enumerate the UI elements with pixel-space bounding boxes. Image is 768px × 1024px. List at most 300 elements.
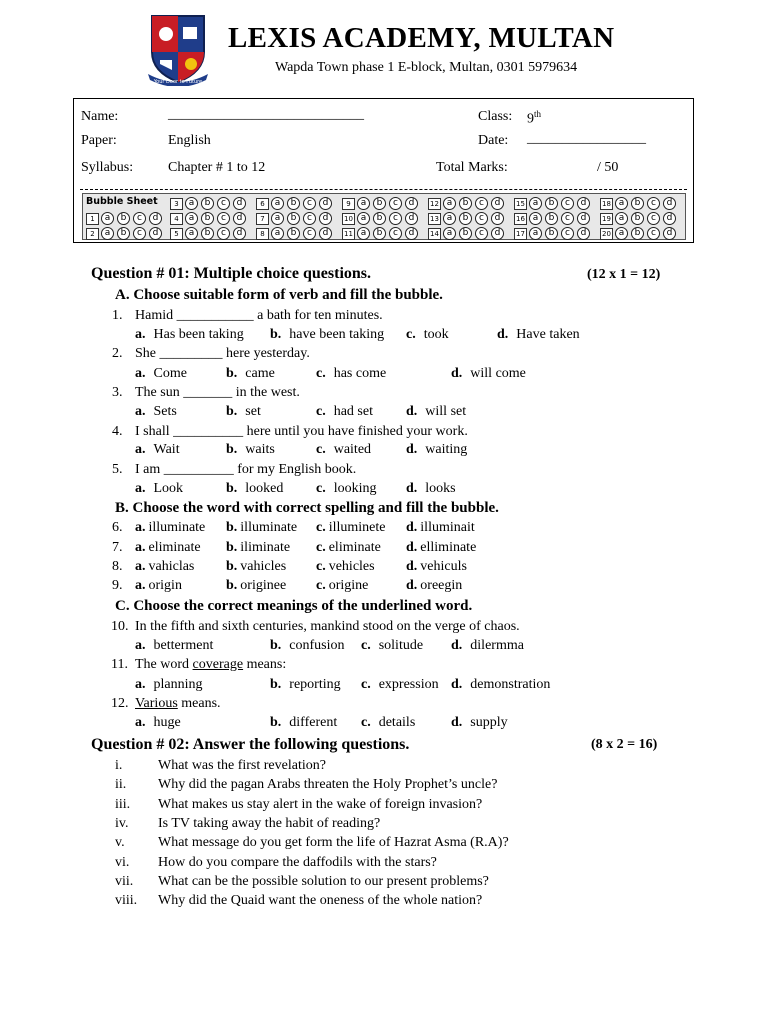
option-b[interactable] (270, 677, 341, 693)
question-text: Hamid ___________ a bath for ten minutes. (135, 308, 383, 323)
question-text: The sun _______ in the west. (135, 385, 300, 400)
question-number: 10. (111, 619, 129, 634)
bubble-option-c[interactable]: c (475, 212, 488, 225)
bubble-option-a[interactable]: a (271, 212, 284, 225)
q1-section-a: A. Choose suitable form of verb and fill the bubble. (115, 287, 443, 303)
bubble-question-number: 9 (342, 198, 355, 210)
bubble-option-c[interactable]: c (647, 197, 660, 210)
option-text: eliminate (148, 540, 201, 555)
bubble-option-d[interactable]: d (491, 227, 504, 240)
option-c[interactable] (316, 366, 386, 382)
bubble-sheet-label: Bubble Sheet (86, 196, 158, 207)
bubble-question-number: 18 (600, 198, 613, 210)
bubble-option-a[interactable]: a (443, 227, 456, 240)
option-letter: a. (135, 677, 146, 692)
question-number: 1. (112, 308, 123, 323)
bubble-question-number: 20 (600, 228, 613, 240)
name-field[interactable]: ____________________________ (168, 107, 364, 122)
bubble-question-number: 13 (428, 213, 441, 225)
bubble-question (86, 211, 172, 226)
bubble-option-b[interactable]: b (287, 227, 300, 240)
question-text-part: means. (177, 696, 221, 711)
option-text: vehicles (328, 559, 375, 574)
option-letter: d. (451, 638, 463, 653)
option-text: origin (148, 578, 182, 593)
question-number: 12. (111, 696, 129, 711)
option-d[interactable] (406, 520, 475, 536)
roman-numeral: viii. (115, 893, 138, 909)
option-text: dilermma (470, 638, 524, 653)
bubble-option-d[interactable]: d (319, 227, 332, 240)
option-c[interactable] (361, 677, 439, 693)
bubble-option-b[interactable]: b (545, 227, 558, 240)
short-question: Why did the pagan Arabs threaten the Holy Prophet’s uncle? (158, 777, 498, 793)
bubble-question-number: 7 (256, 213, 269, 225)
bubble-option-c[interactable]: c (217, 197, 230, 210)
bubble-option-b[interactable]: b (545, 212, 558, 225)
question-number: 4. (112, 424, 123, 439)
short-question: What message do you get form the life of Hazrat Asma (R.A)? (158, 835, 509, 851)
bubble-option-b[interactable]: b (201, 227, 214, 240)
option-letter: a. (135, 442, 146, 457)
roman-numeral: vi. (115, 854, 130, 870)
syllabus-value: Chapter # 1 to 12 (168, 160, 266, 175)
bubble-option-c[interactable]: c (561, 197, 574, 210)
option-letter: b. (226, 578, 238, 593)
option-text: has come (333, 366, 387, 381)
underlined-word: Various (135, 696, 178, 711)
option-b[interactable] (270, 638, 345, 654)
bubble-question (86, 226, 172, 241)
bubble-question-number: 1 (86, 213, 99, 225)
bubble-option-a[interactable]: a (529, 227, 542, 240)
option-c[interactable] (316, 442, 371, 458)
option-d[interactable] (406, 442, 467, 458)
option-b[interactable] (226, 559, 286, 575)
bubble-option-d[interactable]: d (405, 212, 418, 225)
bubble-option-d[interactable]: d (405, 197, 418, 210)
option-letter: d. (406, 520, 418, 535)
option-text: solitude (378, 638, 424, 653)
bubble-option-c[interactable]: c (475, 197, 488, 210)
option-c[interactable] (316, 481, 377, 497)
bubble-question-number: 16 (514, 213, 527, 225)
question-text (135, 657, 286, 673)
option-letter: b. (226, 442, 238, 457)
bubble-option-c[interactable]: c (389, 212, 402, 225)
option-text: waiting (425, 442, 468, 457)
option-c[interactable] (361, 715, 415, 731)
option-letter: c. (316, 481, 326, 496)
option-c[interactable] (316, 578, 368, 594)
bubble-question-number: 4 (170, 213, 183, 225)
question-number: 3. (112, 385, 123, 400)
bubble-option-c[interactable]: c (561, 227, 574, 240)
roman-numeral: vii. (115, 873, 134, 889)
option-b[interactable] (226, 520, 297, 536)
option-letter: d. (451, 715, 463, 730)
bubble-question-number: 10 (342, 213, 355, 225)
bubble-option-a[interactable]: a (615, 197, 628, 210)
question-text: In the fifth and sixth centuries, mankind stood on the verge of chaos. (135, 619, 520, 634)
bubble-question-number: 2 (86, 228, 99, 240)
bubble-question (428, 196, 514, 211)
bubble-option-a[interactable]: a (529, 212, 542, 225)
question-number: 9. (112, 578, 123, 593)
bubble-option-c[interactable]: c (217, 227, 230, 240)
total-marks-value: / 50 (597, 160, 619, 175)
bubble-question (342, 196, 428, 211)
roman-numeral: v. (115, 835, 125, 851)
option-letter: b. (226, 559, 238, 574)
bubble-option-d[interactable]: d (663, 212, 676, 225)
option-d[interactable] (451, 366, 526, 382)
bubble-question (170, 196, 256, 211)
option-letter: c. (361, 677, 371, 692)
option-text: illuminete (328, 520, 386, 535)
bubble-option-d[interactable]: d (233, 212, 246, 225)
option-text: supply (470, 715, 508, 730)
option-c[interactable] (316, 540, 381, 556)
option-text: origine (328, 578, 369, 593)
option-text: waits (245, 442, 275, 457)
short-question: What was the first revelation? (158, 758, 326, 773)
question-number: 6. (112, 520, 123, 535)
option-letter: d. (406, 559, 418, 574)
option-text: will come (470, 366, 526, 381)
option-text: confusion (289, 638, 345, 653)
bubble-question (600, 226, 686, 241)
divider (80, 189, 687, 190)
option-text: Come (153, 366, 187, 381)
bubble-option-d[interactable]: d (491, 212, 504, 225)
option-d[interactable] (497, 327, 580, 343)
option-text: will set (425, 404, 467, 419)
option-c[interactable] (361, 638, 423, 654)
bubble-question (514, 226, 600, 241)
option-text: Sets (153, 404, 177, 419)
q1-title: Question # 01: Multiple choice questions. (91, 265, 372, 282)
option-text: Has been taking (153, 327, 244, 342)
option-text: planning (153, 677, 203, 692)
bubble-option-b[interactable]: b (287, 212, 300, 225)
option-text: took (423, 327, 449, 342)
bubble-option-a[interactable]: a (185, 212, 198, 225)
bubble-option-d[interactable]: d (577, 197, 590, 210)
bubble-question (514, 196, 600, 211)
name-label: Name: (81, 109, 119, 124)
bubble-option-b[interactable]: b (117, 212, 130, 225)
bubble-option-a[interactable]: a (185, 227, 198, 240)
option-text: eliminate (328, 540, 381, 555)
bubble-question-number: 6 (256, 198, 269, 210)
bubble-question-number: 8 (256, 228, 269, 240)
option-a[interactable] (135, 520, 205, 536)
bubble-option-b[interactable]: b (373, 212, 386, 225)
option-letter: b. (226, 404, 238, 419)
option-letter: a. (135, 540, 146, 555)
bubble-option-a[interactable]: a (529, 197, 542, 210)
bubble-option-b[interactable]: b (631, 227, 644, 240)
q1-section-b: B. Choose the word with correct spelling and fill the bubble. (115, 500, 499, 516)
option-b[interactable] (226, 442, 275, 458)
bubble-option-b[interactable]: b (373, 197, 386, 210)
option-text: demonstration (470, 677, 551, 692)
option-b[interactable] (226, 540, 290, 556)
bubble-option-a[interactable]: a (271, 227, 284, 240)
option-d[interactable] (406, 578, 462, 594)
bubble-option-b[interactable]: b (117, 227, 130, 240)
option-a[interactable] (135, 404, 177, 420)
bubble-option-d[interactable]: d (405, 227, 418, 240)
option-d[interactable] (406, 404, 466, 420)
bubble-option-b[interactable]: b (545, 197, 558, 210)
bubble-option-c[interactable]: c (303, 197, 316, 210)
option-letter: c. (361, 715, 371, 730)
bubble-option-b[interactable]: b (459, 212, 472, 225)
syllabus-label: Syllabus: (81, 160, 134, 175)
class-value: 9th (527, 109, 542, 127)
short-question: How do you compare the daffodils with the stars? (158, 854, 437, 870)
option-a[interactable] (135, 540, 201, 556)
question-number: 11. (111, 657, 128, 672)
bubble-option-b[interactable]: b (201, 197, 214, 210)
option-text: reporting (289, 677, 341, 692)
option-d[interactable] (406, 481, 456, 497)
bubble-option-c[interactable]: c (389, 227, 402, 240)
option-letter: d. (406, 404, 418, 419)
option-b[interactable] (226, 578, 286, 594)
bubble-option-a[interactable]: a (443, 212, 456, 225)
underlined-word: coverage (192, 657, 244, 672)
option-a[interactable] (135, 481, 183, 497)
option-b[interactable] (270, 715, 337, 731)
q1-section-c: C. Choose the correct meanings of the underlined word. (115, 598, 473, 614)
bubble-option-a[interactable]: a (101, 212, 114, 225)
paper-label: Paper: (81, 133, 117, 148)
option-text: set (245, 404, 261, 419)
bubble-question (342, 226, 428, 241)
option-letter: a. (135, 715, 146, 730)
paper-value: English (168, 133, 211, 148)
bubble-option-d[interactable]: d (577, 212, 590, 225)
option-d[interactable] (406, 559, 467, 575)
bubble-question (256, 211, 342, 226)
bubble-option-b[interactable]: b (459, 197, 472, 210)
option-letter: a. (135, 366, 146, 381)
bubble-question (256, 196, 342, 211)
option-letter: b. (270, 677, 282, 692)
bubble-option-d[interactable]: d (319, 212, 332, 225)
bubble-question (170, 226, 256, 241)
bubble-question-number: 5 (170, 228, 183, 240)
option-text: looking (333, 481, 377, 496)
bubble-option-a[interactable]: a (271, 197, 284, 210)
bubble-option-d[interactable]: d (491, 197, 504, 210)
bubble-option-b[interactable]: b (201, 212, 214, 225)
bubble-option-d[interactable]: d (663, 227, 676, 240)
bubble-option-b[interactable]: b (631, 212, 644, 225)
option-a[interactable] (135, 715, 181, 731)
bubble-question (428, 226, 514, 241)
option-a[interactable] (135, 677, 203, 693)
bubble-option-b[interactable]: b (459, 227, 472, 240)
option-c[interactable] (406, 327, 449, 343)
option-letter: d. (406, 540, 418, 555)
bubble-option-b[interactable]: b (631, 197, 644, 210)
option-letter: b. (270, 715, 282, 730)
option-c[interactable] (316, 520, 385, 536)
bubble-option-c[interactable]: c (561, 212, 574, 225)
option-d[interactable] (451, 638, 524, 654)
bubble-option-d[interactable]: d (319, 197, 332, 210)
question-text-part: The word (135, 657, 193, 672)
bubble-option-c[interactable]: c (133, 227, 146, 240)
bubble-option-a[interactable]: a (101, 227, 114, 240)
question-text: I am __________ for my English book. (135, 462, 357, 477)
option-a[interactable] (135, 638, 213, 654)
bubble-question (170, 211, 256, 226)
bubble-option-c[interactable]: c (133, 212, 146, 225)
option-a[interactable] (135, 366, 187, 382)
option-b[interactable] (226, 481, 283, 497)
bubble-option-c[interactable]: c (217, 212, 230, 225)
bubble-option-a[interactable]: a (357, 212, 370, 225)
bubble-option-b[interactable]: b (373, 227, 386, 240)
date-field[interactable]: _________________ (527, 131, 646, 146)
school-logo (146, 12, 210, 86)
bubble-option-a[interactable]: a (185, 197, 198, 210)
question-number: 8. (112, 559, 123, 574)
bubble-option-c[interactable]: c (647, 227, 660, 240)
bubble-option-b[interactable]: b (287, 197, 300, 210)
bubble-option-a[interactable]: a (357, 227, 370, 240)
school-address: Wapda Town phase 1 E-block, Multan, 0301 5979634 (275, 60, 578, 75)
bubble-option-d[interactable]: d (149, 227, 162, 240)
option-letter: a. (135, 559, 146, 574)
bubble-option-c[interactable]: c (647, 212, 660, 225)
bubble-option-a[interactable]: a (357, 197, 370, 210)
roman-numeral: i. (115, 758, 123, 773)
question-number: 2. (112, 346, 123, 361)
option-c[interactable] (316, 559, 375, 575)
bubble-question-number: 3 (170, 198, 183, 210)
option-text: expression (378, 677, 439, 692)
option-text: Have taken (516, 327, 580, 342)
option-d[interactable] (406, 540, 476, 556)
bubble-question (514, 211, 600, 226)
option-text: elliminate (420, 540, 477, 555)
bubble-question (256, 226, 342, 241)
option-letter: b. (270, 327, 282, 342)
bubble-option-d[interactable]: d (233, 227, 246, 240)
roman-numeral: iii. (115, 796, 131, 812)
option-letter: a. (135, 638, 146, 653)
bubble-option-a[interactable]: a (615, 212, 628, 225)
option-d[interactable] (451, 677, 550, 693)
option-b[interactable] (226, 366, 275, 382)
option-letter: c. (316, 578, 326, 593)
bubble-option-a[interactable]: a (615, 227, 628, 240)
q2-marks: (8 x 2 = 16) (591, 737, 658, 752)
short-question: Why did the Quaid want the oneness of the whole nation? (158, 893, 483, 909)
question-number: 5. (112, 462, 123, 477)
option-text: illuminait (420, 520, 475, 535)
option-a[interactable] (135, 578, 182, 594)
option-a[interactable] (135, 559, 194, 575)
option-text: vahiclas (148, 559, 195, 574)
option-letter: a. (135, 481, 146, 496)
option-letter: b. (226, 540, 238, 555)
option-text: different (289, 715, 338, 730)
option-letter: b. (226, 481, 238, 496)
date-label: Date: (478, 133, 509, 148)
option-letter: c. (316, 404, 326, 419)
option-letter: c. (316, 540, 326, 555)
short-question: What makes us stay alert in the wake of foreign invasion? (158, 796, 483, 812)
option-text: came (245, 366, 275, 381)
option-a[interactable] (135, 327, 244, 343)
option-text: waited (333, 442, 372, 457)
option-letter: b. (226, 366, 238, 381)
option-text: have been taking (289, 327, 385, 342)
option-letter: c. (316, 559, 326, 574)
option-b[interactable] (226, 404, 261, 420)
option-d[interactable] (451, 715, 508, 731)
school-name: LEXIS ACADEMY, MULTAN (228, 22, 615, 54)
bubble-option-c[interactable]: c (475, 227, 488, 240)
bubble-option-d[interactable]: d (233, 197, 246, 210)
bubble-option-c[interactable]: c (303, 227, 316, 240)
class-label: Class: (478, 109, 513, 124)
question-text: She _________ here yesterday. (135, 346, 310, 361)
bubble-option-a[interactable]: a (443, 197, 456, 210)
option-letter: c. (406, 327, 416, 342)
bubble-sheet (82, 193, 686, 240)
question-text (135, 696, 221, 712)
option-text: originee (240, 578, 287, 593)
option-b[interactable] (270, 327, 384, 343)
bubble-option-c[interactable]: c (303, 212, 316, 225)
option-letter: c. (361, 638, 371, 653)
roman-numeral: iv. (115, 815, 129, 831)
short-question: Is TV taking away the habit of reading? (158, 815, 381, 831)
option-text: looked (245, 481, 284, 496)
bubble-option-d[interactable]: d (149, 212, 162, 225)
option-letter: d. (406, 481, 418, 496)
bubble-question-number: 12 (428, 198, 441, 210)
option-letter: d. (406, 578, 418, 593)
option-text: details (378, 715, 416, 730)
option-letter: a. (135, 327, 146, 342)
bubble-option-c[interactable]: c (389, 197, 402, 210)
bubble-option-d[interactable]: d (663, 197, 676, 210)
option-letter: a. (135, 520, 146, 535)
bubble-option-d[interactable]: d (577, 227, 590, 240)
option-letter: b. (270, 638, 282, 653)
bubble-question (428, 211, 514, 226)
option-text: vehiculs (420, 559, 467, 574)
option-letter: c. (316, 520, 326, 535)
option-letter: c. (316, 366, 326, 381)
q1-marks: (12 x 1 = 12) (587, 267, 661, 282)
bubble-question-number: 11 (342, 228, 355, 240)
option-c[interactable] (316, 404, 373, 420)
option-letter: a. (135, 404, 146, 419)
option-a[interactable] (135, 442, 180, 458)
q2-title: Question # 02: Answer the following questions. (91, 736, 410, 753)
bubble-question-number: 15 (514, 198, 527, 210)
